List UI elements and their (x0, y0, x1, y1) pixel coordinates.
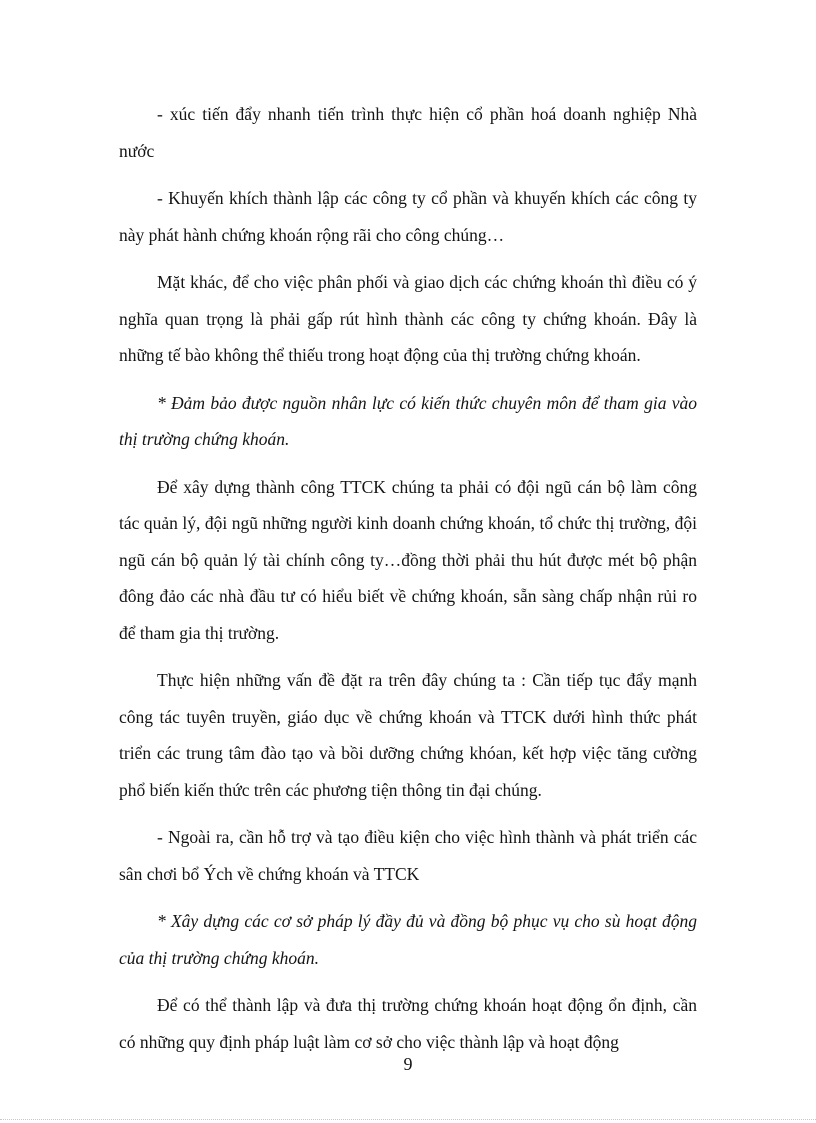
heading-legal-framework: * Xây dựng các cơ sở pháp lý đầy đủ và đồng bộ phục vụ cho sù hoạt động của thị trường chứng khoán. (119, 911, 697, 968)
page-number: 9 (403, 1054, 413, 1074)
paragraph-education: Thực hiện những vấn đề đặt ra trên đây chúng ta : Cần tiếp tục đẩy mạnh công tác tuyên truyền, giáo dục về chứng khoán và TTCK dưới hình thức phát triển các trung tâm đào tạo và bồi dưỡng chứng khóan, kết hợp việc tăng cường phổ biến kiến thức trên các phương tiện thông tin đại chúng. (119, 670, 697, 800)
page-body (119, 96, 697, 1071)
paragraph-legal-regulations: Để có thể thành lập và đưa thị trường chứng khoán hoạt động ổn định, cần có những quy định pháp luật làm cơ sở cho việc thành lập và hoạt động (119, 995, 697, 1052)
paragraph-joint-stock-companies: - Khuyến khích thành lập các công ty cổ phần và khuyến khích các công ty này phát hành chứng khoán rộng rãi cho công chúng… (119, 188, 697, 245)
paragraph-equitization: - xúc tiến đẩy nhanh tiến trình thực hiện cổ phần hoá doanh nghiệp Nhà nước (119, 104, 697, 161)
page-bottom-edge (0, 1119, 816, 1120)
heading-human-resources: * Đảm bảo được nguồn nhân lực có kiến thức chuyên môn để tham gia vào thị trường chứng khoán. (119, 392, 697, 449)
paragraph-support: - Ngoài ra, cần hỗ trợ và tạo điều kiện cho việc hình thành và phát triển các sân chơi bổ Ých về chứng khoán và TTCK (119, 827, 697, 884)
paragraph-staff-development: Để xây dựng thành công TTCK chúng ta phải có đội ngũ cán bộ làm công tác quản lý, đội ngũ những người kinh doanh chứng khoán, tổ chức thị trường, đội ngũ cán bộ quản lý tài chính công ty…đồng thời phải thu hút được mét bộ phận đông đảo các nhà đầu tư có hiểu biết về chứng khoán, sẵn sàng chấp nhận rủi ro để tham gia thị trường. (119, 476, 697, 643)
paragraph-securities-companies: Mặt khác, để cho việc phân phối và giao dịch các chứng khoán thì điều có ý nghĩa quan trọng là phải gấp rút hình thành các công ty chứng khoán. Đây là những tế bào không thể thiếu trong hoạt động của thị trường chứng khoán. (119, 272, 697, 365)
